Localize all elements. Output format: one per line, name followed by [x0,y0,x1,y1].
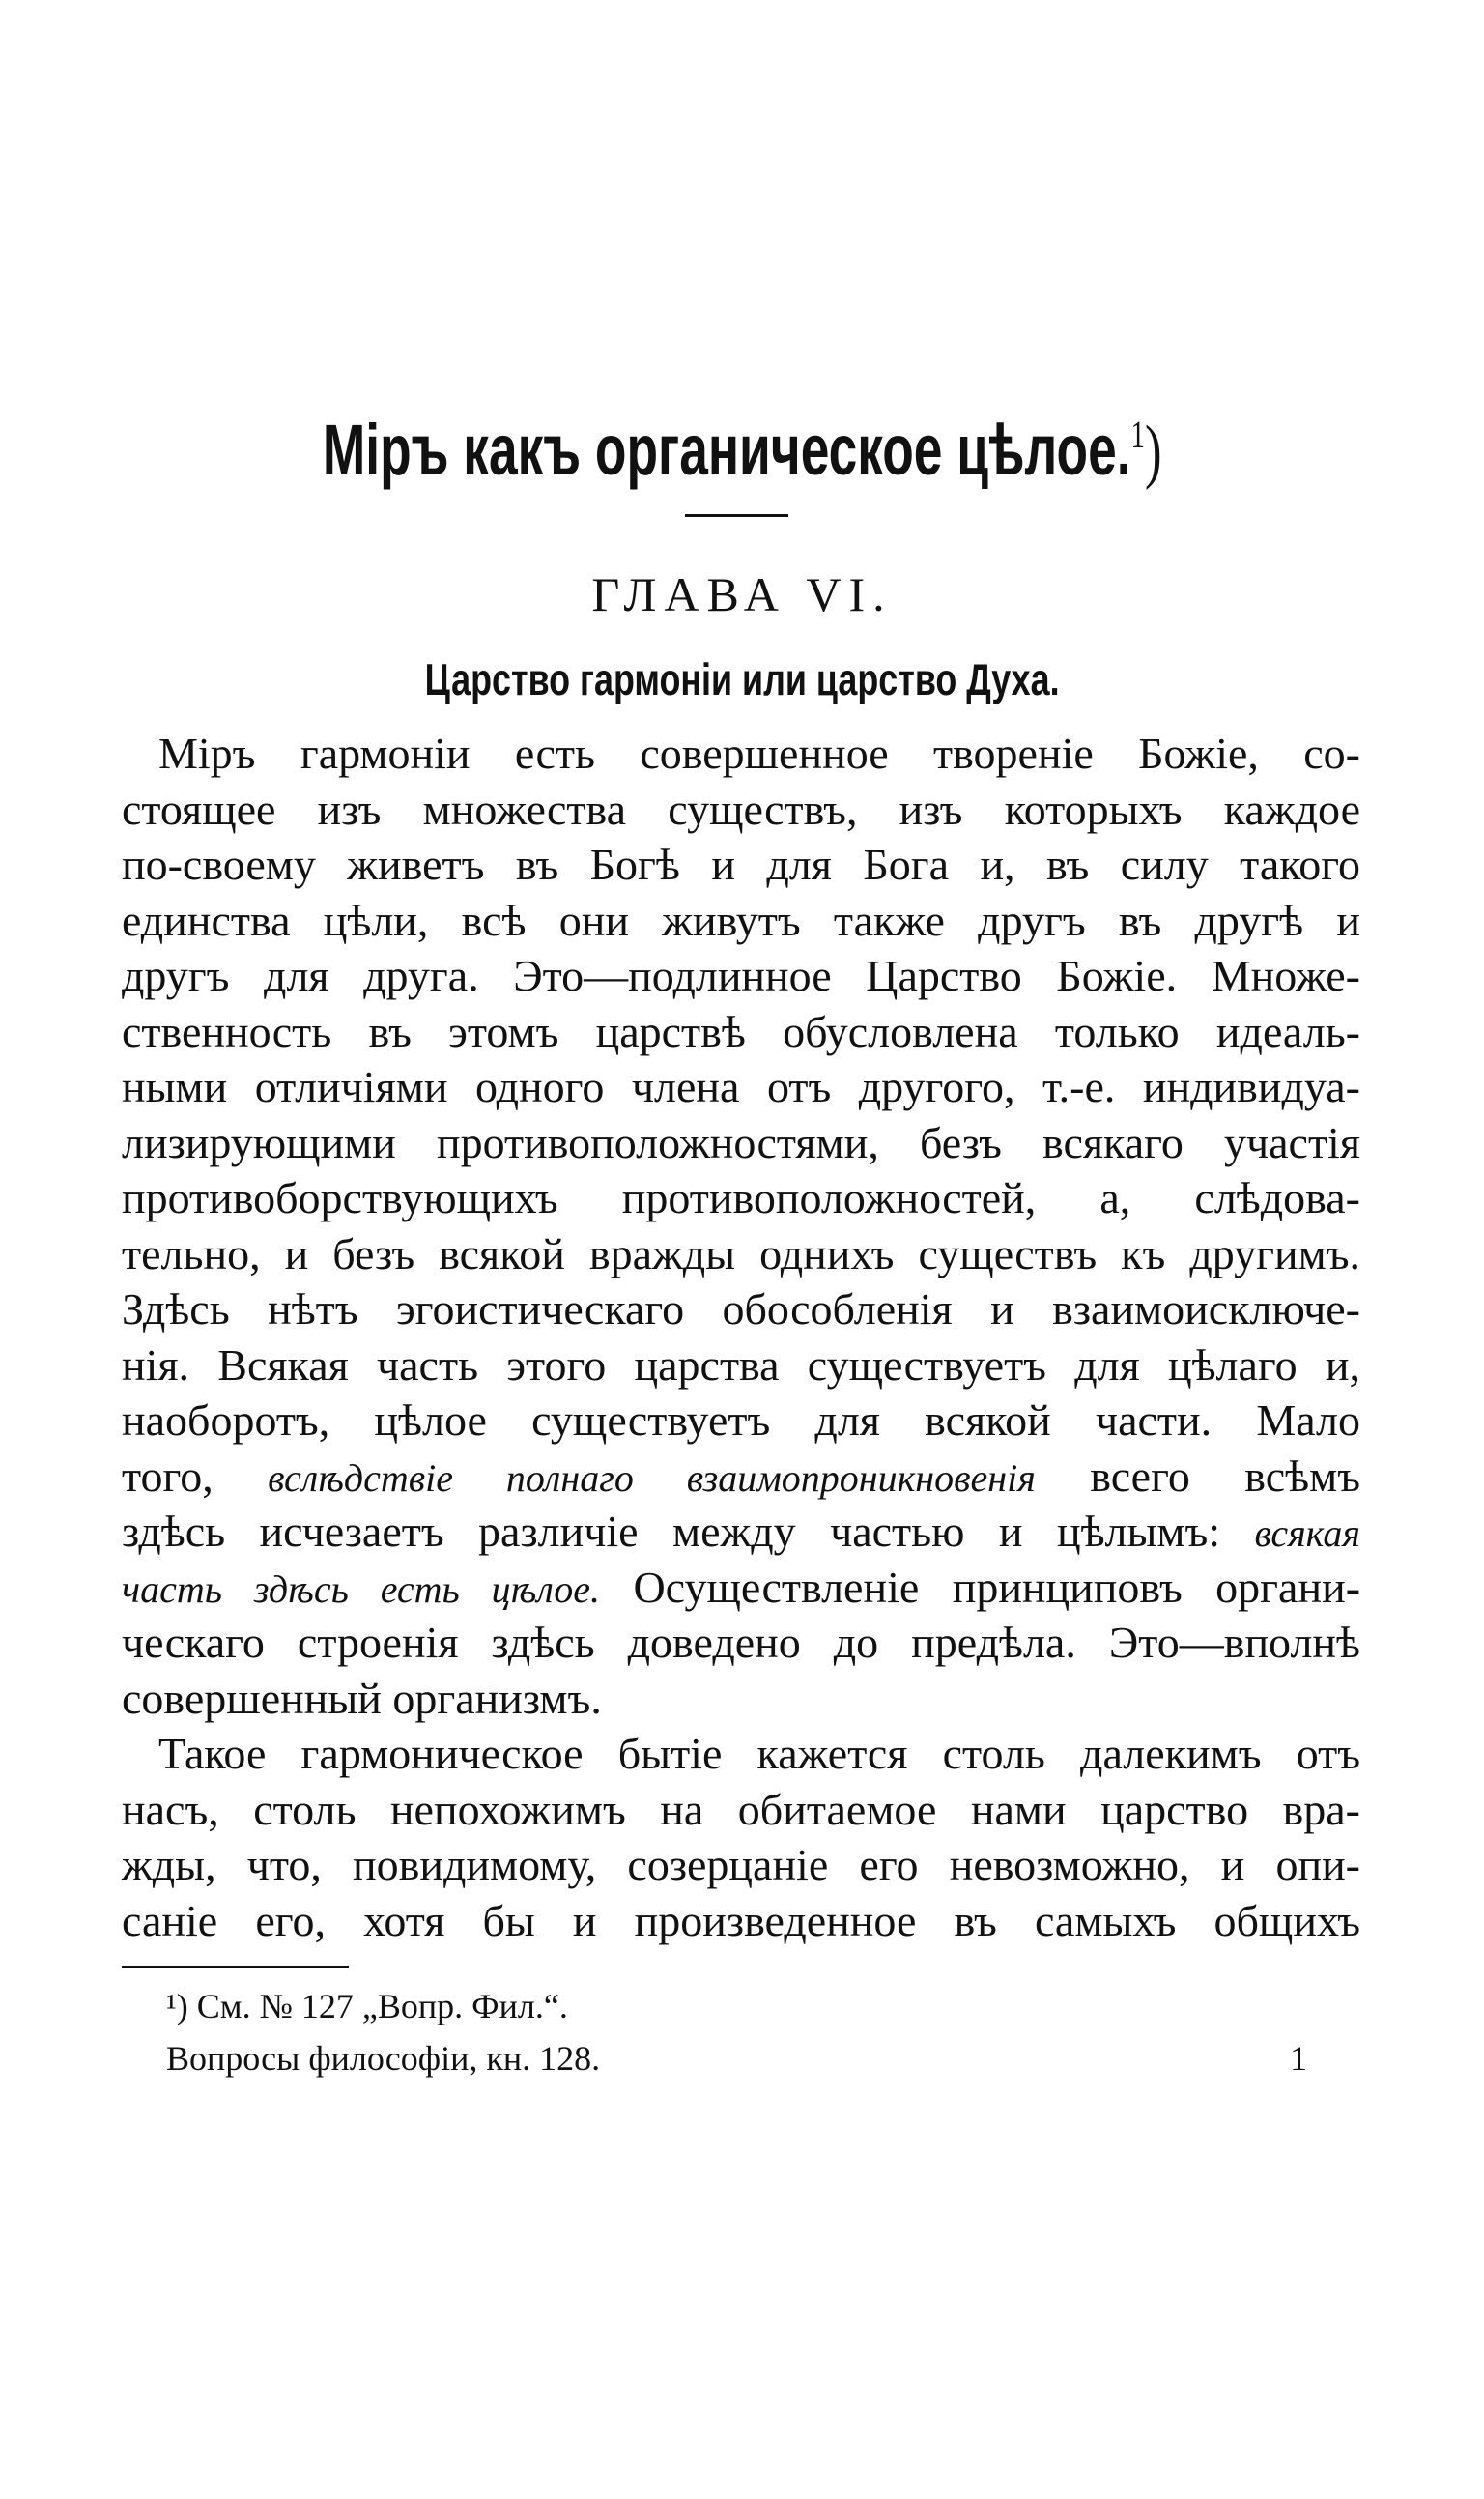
text-line [122,782,1360,838]
text-line [122,1004,1360,1060]
text-segment: Осуществленіе принциповъ органи- [600,1562,1361,1612]
text-line [122,1726,1360,1782]
text-segment: лизирующими противоположностями, безъ всякаго участія [122,1117,1360,1167]
italic-text: часть здѣсь есть цѣлое. [122,1566,601,1611]
page-number: 1 [1290,2039,1307,2078]
text-line [122,1837,1360,1893]
text-segment: насъ, столь непохожимъ на обитаемое нами царство вра- [122,1784,1360,1834]
footnote-divider [122,1966,349,1968]
italic-text: вслѣдствіе полнаго взаимопроникновенія [268,1455,1036,1500]
text-segment: того, [122,1451,269,1501]
text-line [122,1504,1360,1560]
text-line [122,1281,1360,1337]
article-title [0,391,1484,495]
text-segment: Міръ гармоніи есть совершенное твореніе Божіе, со- [158,729,1360,778]
title-divider [685,514,788,517]
text-line [122,1170,1360,1226]
text-segment: Такое гармоническое бытіе кажется столь далекимъ отъ [158,1729,1360,1778]
text-line [122,1337,1360,1393]
title-text: Міръ какъ органическое цѣлое. [322,410,1131,490]
text-line [122,948,1360,1004]
text-line [122,837,1360,893]
title-footnote-marker: 1 [1130,413,1145,456]
paragraph [122,726,1360,1726]
text-line [122,1671,1360,1727]
text-line [122,1059,1360,1115]
text-segment: совершенный организмъ. [122,1673,602,1723]
text-line [122,1615,1360,1671]
chapter-subtitle-text: Царство гармоніи или царство Духа. [424,654,1060,704]
body-text [122,726,1360,1948]
text-segment: тельно, и безъ всякой вражды однихъ существъ къ другимъ. [122,1228,1360,1278]
text-segment: всего всѣмъ [1035,1451,1361,1501]
text-segment: наоборотъ, цѣлое существуетъ для всякой части. Мало [122,1395,1360,1445]
text-segment: другъ для друга. Это—подлинное Царство Божіе. Множе- [122,951,1360,1000]
text-segment: ственность въ этомъ царствѣ обусловлена только идеаль- [122,1006,1360,1056]
text-line [122,1782,1360,1838]
text-segment: Здѣсь нѣтъ эгоистическаго обособленія и взаимоисключе- [122,1284,1360,1334]
text-line [122,1893,1360,1949]
text-line [122,1226,1360,1282]
text-segment: противоборствующихъ противоположностей, а, слѣдова- [122,1173,1360,1222]
text-segment: саніе его, хотя бы и произведенное въ самыхъ общихъ [122,1895,1360,1945]
text-segment: жды, что, повидимому, созерцаніе его невозможно, и опи- [122,1840,1360,1889]
chapter-subtitle [0,653,1484,705]
text-line [122,726,1360,782]
text-segment: стоящее изъ множества существъ, изъ которыхъ каждое [122,784,1360,834]
text-segment: ными отличіями одного члена отъ другого, т.-е. индивидуа- [122,1062,1360,1111]
text-line [122,1393,1360,1449]
text-segment: ческаго строенія здѣсь доведено до предѣла. Это—вполнѣ [122,1618,1360,1667]
journal-signature: Вопросы философіи, кн. 128. [166,2039,601,2078]
paragraph [122,1726,1360,1948]
chapter-heading: ГЛАВА VI. [591,567,893,621]
text-line [122,893,1360,949]
text-segment: единства цѣли, всѣ они живутъ также другъ въ другѣ и [122,895,1360,945]
text-line [122,1449,1360,1505]
text-segment: нія. Всякая часть этого царства существуетъ для цѣлаго и, [122,1339,1360,1390]
footnote: ¹) См. № 127 „Вопр. Фил.“. [166,1987,568,2025]
text-segment: здѣсь исчезаетъ различіе между частью и цѣлымъ: [122,1507,1255,1556]
text-line [122,1115,1360,1171]
text-line [122,1560,1360,1616]
text-segment: по-своему живетъ въ Богѣ и для Бога и, въ силу такого [122,840,1360,889]
title-footnote-paren: ) [1144,412,1162,491]
italic-text: всякая [1254,1511,1360,1555]
